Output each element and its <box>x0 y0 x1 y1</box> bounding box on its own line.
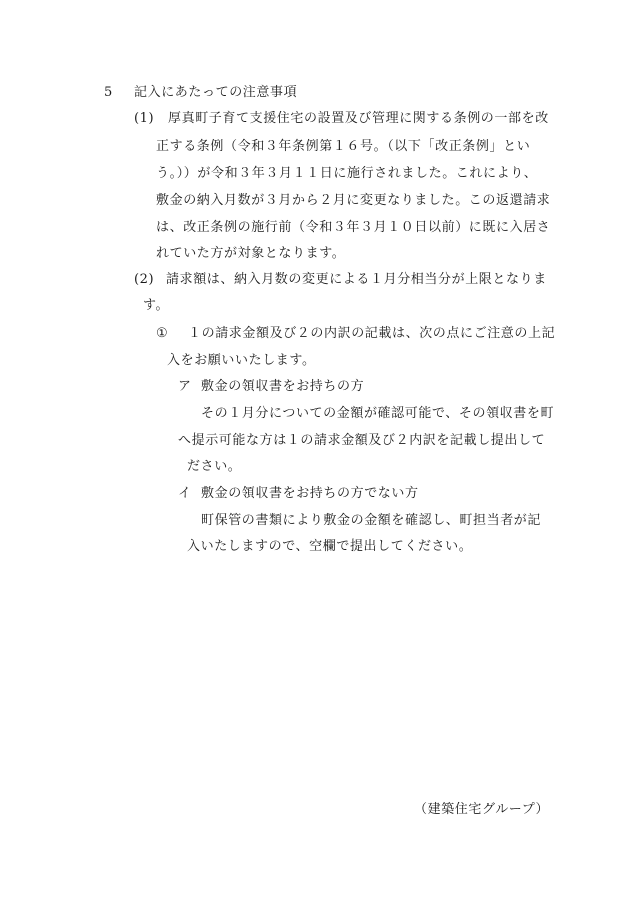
item-1-line: は、改正条例の施行前（令和３年３月１０日以前）に既に入居さ <box>156 220 551 235</box>
item-2-line: 請求額は、納入月数の変更による１月分相当分が上限となりま <box>166 272 547 287</box>
section-title: 記入にあたっての注意事項 <box>134 85 298 100</box>
sub-item-i-line: 町保管の書類により敷金の金額を確認し、町担当者が記 <box>201 513 542 528</box>
item-2-label: (2) <box>134 272 155 287</box>
sub-item-a-line: その１月分についての金額が確認可能で、その領収書を町 <box>201 406 555 421</box>
sub-item-a-label: ア <box>178 379 192 394</box>
footer-department: （建築住宅グループ） <box>414 802 550 817</box>
sub-item-1-line: １の請求金額及び２の内訳の記載は、次の点にご注意の上記 <box>188 326 556 341</box>
sub-item-i-line: 入いたしますので、空欄で提出してください。 <box>187 539 473 554</box>
item-1-line: 厚真町子育て支援住宅の設置及び管理に関する条例の一部を改 <box>168 111 549 126</box>
item-1-line: 敷金の納入月数が３月から２月に変更なりました。この返還請求 <box>156 193 551 208</box>
sub-item-a-line: へ提示可能な方は１の請求金額及び２内訳を記載し提出して <box>178 433 546 448</box>
sub-item-i-label: イ <box>178 486 192 501</box>
sub-item-a-line: ださい。 <box>187 459 242 474</box>
item-1-line: 正する条例（令和３年条例第１６号。（以下「改正条例」とい <box>156 139 531 154</box>
sub-item-i-title: 敷金の領収書をお持ちの方でない方 <box>201 486 419 501</box>
item-2-line: す。 <box>143 298 170 313</box>
sub-item-a-title: 敷金の領収書をお持ちの方 <box>201 379 365 394</box>
item-1-line: れていた方が対象となります。 <box>156 246 346 261</box>
sub-item-1-label: ① <box>156 326 169 341</box>
item-1-line: う。））が令和３年３月１１日に施行されました。これにより、 <box>156 166 538 181</box>
section-number: 5 <box>104 85 113 100</box>
item-1-label: (1) <box>134 111 155 126</box>
sub-item-1-line: 入をお願いいたします。 <box>167 353 316 368</box>
